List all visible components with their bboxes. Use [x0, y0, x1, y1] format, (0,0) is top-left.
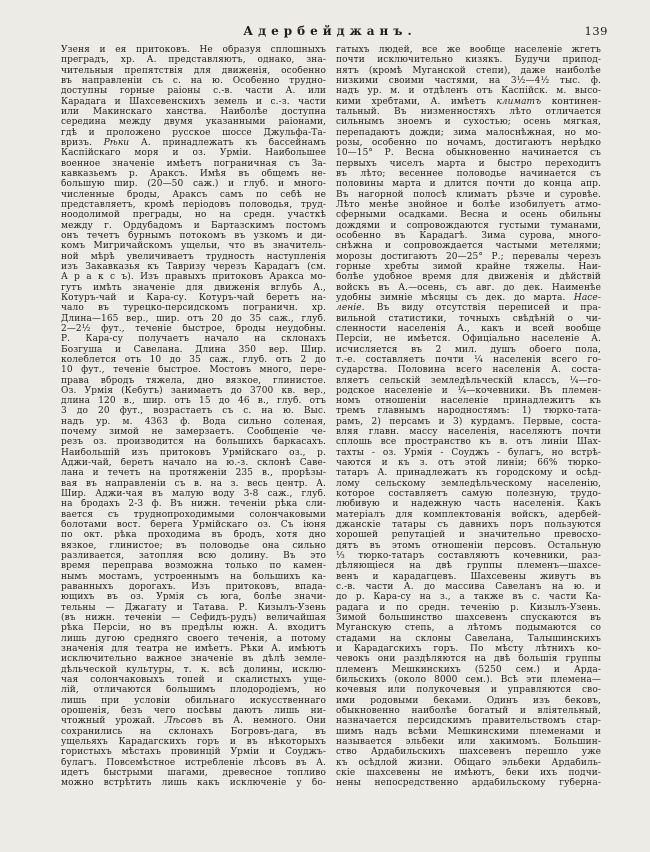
left-text-column: [61, 45, 326, 789]
text-line: Р. Кара-су получаетъ начало на склонахъ: [61, 334, 326, 345]
text-line: сохранились на склонахъ Богровъ-дага, въ: [61, 726, 326, 737]
text-line: назначается персидскимъ правительствомъ стар-: [336, 716, 601, 727]
text-line: Аджи-чай, беретъ начало на ю.-з. склонѣ Саве-: [61, 458, 326, 469]
text-line: номъ отношеніи населеніе принадлежитъ къ: [336, 396, 601, 407]
text-line: чтожный урожай. Лѣсовъ въ А. немного. Они: [61, 716, 326, 727]
text-line: ⅓ тюрко-татаръ составляютъ кочевники, раз-: [336, 551, 601, 562]
text-line: колеблется отъ 10 до 35 саж., глуб. отъ 2 до: [61, 354, 326, 365]
text-line: и Карадагскихъ горъ. По мѣсту лѣтнихъ ко-: [336, 644, 601, 655]
text-line: булагъ. Повсемѣстное истребленіе лѣсовъ въ А.: [61, 757, 326, 768]
text-line: дятъ въ этомъ отношеніи персовъ. Остальную: [336, 540, 601, 551]
text-line: вильной статистики, точныхъ свѣдѣній о чи-: [336, 313, 601, 324]
text-line: джанскіе татары съ давнихъ поръ пользуются: [336, 520, 601, 531]
text-line: резъ оз. производится на большихъ баркасахъ.: [61, 437, 326, 448]
text-line: дождями и сопровождаются густыми туманами,: [336, 220, 601, 231]
text-line: Бозгуша и Савелана. Длина 350 вер. Шир.: [61, 344, 326, 355]
text-line: сленности населенія А., какъ и всей вообще: [336, 323, 601, 334]
page-number: 139: [584, 24, 608, 38]
text-line: середина между двумя указанными раіонами,: [61, 117, 326, 128]
text-line: стадами на склоны Савелана, Талышинскихъ: [336, 633, 601, 644]
text-line: снѣжна и сопровождается частыми метелями;: [336, 241, 601, 252]
text-line: лишь при условіи обильнаго искусственнаго: [61, 695, 326, 706]
text-line: чевокъ они раздѣляются на двѣ большія группы: [336, 654, 601, 665]
text-line: между г. Ордубадомъ и Бартазскимъ постомъ: [61, 220, 326, 231]
text-line: время переправа возможна только по камен-: [61, 561, 326, 572]
text-line: нятъ (кромѣ Муганской степи), даже наиболѣе: [336, 65, 601, 76]
text-line: перепадаютъ дожди; зима малоснѣжная, но мо-: [336, 127, 601, 138]
text-line: А р а к с ъ). Изъ правыхъ притоковъ Аракса мо-: [61, 272, 326, 283]
text-line: гутъ имѣть значеніе для движенія вглубь А.,: [61, 282, 326, 293]
text-line: бильскихъ (около 8000 сем.). Всѣ эти племена—: [336, 675, 601, 686]
text-line: Персіи, не имѣется. Офиціально населеніе А.: [336, 334, 601, 345]
text-line: представляетъ, кромѣ періодовъ половодья, труд-: [61, 199, 326, 210]
text-line: ство Ардабильскихъ шахсевенъ перешло уже: [336, 747, 601, 758]
text-line: морозы достигаютъ 20—25° Р.; перевалы черезъ: [336, 251, 601, 262]
text-line: лишь дугою средняго своего теченія, а потому: [61, 633, 326, 644]
text-line: надъ ур. м. 4363 ф. Вода сильно соленая,: [61, 416, 326, 427]
text-line: лому сельскому земледѣльческому населенію,: [336, 478, 601, 489]
text-line: Карадага и Шахсевенскихъ земель и с.-з. части: [61, 96, 326, 107]
text-line: обыкновенно наиболѣе богатый и вліятельный,: [336, 706, 601, 716]
text-line: раванныхъ дорогахъ. Изъ притоковъ, впада-: [61, 582, 326, 593]
text-line: Котуръ-чай и Кара-су. Котуръ-чай беретъ на-: [61, 292, 326, 303]
text-line: радага и по средн. теченію р. Кизылъ-Узень.: [336, 602, 601, 613]
text-line: или Макинскаго ханства. Наиболѣе доступна: [61, 106, 326, 117]
text-line: лана и течетъ на протяженіи 235 в., прорѣзы-: [61, 468, 326, 479]
text-line: Наибольшій изъ притоковъ Урмійскаго оз., р.: [61, 447, 326, 458]
text-line: почти исключительно кизякъ. Будучи припод-: [336, 55, 601, 66]
text-line: гатыхъ людей, все же вообще населеніе жгетъ: [336, 45, 601, 55]
text-line: гористыхъ мѣстахъ провинцій Урміи и Соуджъ-: [61, 747, 326, 758]
text-line: рѣка Персіи, но въ предѣлы южн. А. входитъ: [61, 623, 326, 634]
text-line: гдѣ и проложено русское шоссе Джульфа-Та-: [61, 127, 326, 138]
text-line: въ направленіи съ с. на ю. Особенно трудно-: [61, 75, 326, 86]
text-line: чаются и къ з. отъ этой линіи; 66% тюрко-: [336, 458, 601, 469]
text-line: Муганскую степь, а лѣтомъ подымаются со: [336, 623, 601, 634]
text-line: Шир. Аджи-чая въ малую воду 3-8 саж., глуб.: [61, 489, 326, 500]
text-line: можно встрѣтить лишь какъ исключеніе у бо-: [61, 778, 326, 789]
text-line: с.-в. части А. до массива Савеланъ на ю. и: [336, 582, 601, 593]
text-line: исчисляется въ 2 мил. душъ обоего пола,: [336, 344, 601, 355]
text-line: нены непосредственно ардабильскому губерна-: [336, 778, 601, 789]
text-line: половины марта и длится почти до конца апр.: [336, 179, 601, 190]
text-line: татаръ А. принадлежатъ къ городскому и осѣд-: [336, 468, 601, 479]
text-line: права вбродъ тяжела, дно вязкое, глинистое.: [61, 375, 326, 386]
text-line: до р. Кара-су на з., а также въ с. части Ка-: [336, 592, 601, 603]
text-line: венъ и карадагцевъ. Шахсевены живутъ въ: [336, 571, 601, 582]
text-line: вается съ труднопроходимыми солончаковыми: [61, 509, 326, 520]
text-line: тахты - оз. Урмія - Соуджъ - булагъ, но встрѣ-: [336, 447, 601, 458]
text-line: ноодолимой преграды, но на средн. участкѣ: [61, 210, 326, 221]
text-line: называется эльбеки или хакимомъ. Большин-: [336, 736, 601, 747]
text-line: войскъ въ А.—осень, съ авг. до дек. Наименѣе: [336, 282, 601, 293]
text-line: вая въ направленіи съ в. на з. весь центр. А.: [61, 478, 326, 489]
text-line: хорошей репутаціей и значительно превосхо-: [336, 530, 601, 541]
text-line: родское населеніе и ¼—кочевники. Въ племен-: [336, 385, 601, 396]
text-line: Зимой большинство шахсевенъ спускаются въ: [336, 613, 601, 624]
text-line: длина 120 в., шир. отъ 15 до 46 в., глуб. отъ: [61, 396, 326, 407]
text-line: чая солончаковыхъ топей и скалистыхъ уще-: [61, 675, 326, 686]
text-line: удобны зимніе мѣсяцы съ дек. до марта. Насе-: [336, 292, 601, 303]
text-line: горные хребты зимой крайне тяжелы. Наи-: [336, 261, 601, 272]
text-line: дѣльческой культуры, т. к. всѣ долины, исклю-: [61, 664, 326, 675]
text-line: сильнымъ зноемъ и сухостью; осень мягкая,: [336, 117, 601, 128]
running-head: [60, 24, 608, 40]
text-line: Длина—165 вер., шир. отъ 20 до 35 саж., глуб.: [61, 313, 326, 324]
text-line: чительныя препятствія для движенія, особенно: [61, 65, 326, 76]
text-line: 10—15° Р. Весна обыкновенно начинается съ: [336, 148, 601, 159]
text-line: ущельяхъ Карадагскихъ горъ и въ нѣкоторыхъ: [61, 736, 326, 747]
text-line: 3 до 20 фут., возрастаетъ съ с. на ю. Выс.: [61, 406, 326, 417]
text-line: рамъ, 2) персамъ и 3) курдамъ. Первые, соста-: [336, 416, 601, 427]
text-line: большую шир. (20—50 саж.) и глуб. и много-: [61, 179, 326, 190]
text-line: ими родовыми беками. Одинъ изъ бековъ,: [336, 695, 601, 706]
text-line: комъ Мигричайскомъ ущельи, что въ значитель-: [61, 241, 326, 252]
text-line: ющихъ въ оз. Урмія съ юга, болѣе значи-: [61, 592, 326, 603]
text-line: болотами вост. берега Урмійскаго оз. Съ іюня: [61, 520, 326, 531]
text-line: скіе шахсевены не имѣютъ, беки ихъ подчи-: [336, 767, 601, 778]
text-line: кочевыя или полукочевыя и управляются сво-: [336, 685, 601, 696]
text-line: любивую и надежную часть населенія. Какъ: [336, 499, 601, 510]
text-line: численные броды, Араксъ самъ по себѣ не: [61, 189, 326, 200]
text-line: тельны — Джагату и Татава. Р. Кизылъ-Узень: [61, 602, 326, 613]
text-line: племенъ Мешкинскихъ (5250 сем.) и Арда-: [336, 664, 601, 675]
text-line: матеріалъ для комплектованія войскъ, адербей-: [336, 509, 601, 520]
text-line: вляетъ сельскій земледѣльческій классъ, ¼—го-: [336, 375, 601, 386]
text-line: лій, отличаются большимъ плодородіемъ, но: [61, 685, 326, 696]
text-line: Лѣто менѣе знойное и болѣе изобилуетъ атмо-: [336, 199, 601, 210]
text-line: чало въ турецко-персидскомъ пограничн. хр.: [61, 303, 326, 314]
text-line: исключительно важное значеніе въ дѣлѣ земле-: [61, 654, 326, 665]
right-text-column: [336, 45, 601, 789]
text-line: болѣе удобное время для движенія и дѣйствій: [336, 272, 601, 283]
text-line: изъ Закавказья къ Тавризу черезъ Карадагъ (см.: [61, 261, 326, 272]
text-line: вязкое, глинистое; въ половодье она сильно: [61, 540, 326, 551]
text-line: сплошь все пространство къ в. отъ линіи Шах-: [336, 437, 601, 448]
text-line: вризъ. Рѣки А. принадлежатъ къ бассейнамъ: [61, 137, 326, 148]
text-line: доступны горные раіоны с.-в. части А. или: [61, 86, 326, 97]
text-line: 10 фут., теченіе быстрое. Мостовъ много, пере-: [61, 365, 326, 376]
text-line: преградъ, хр. А. представляютъ, однако, зна-: [61, 55, 326, 66]
text-line: Узеня и ея притоковъ. Не образуя сплошныхъ: [61, 45, 326, 55]
text-line: онъ течетъ бурнымъ потокомъ въ узкомъ и ди-: [61, 230, 326, 241]
text-line: (въ нижн. теченіи — Сефидъ-рудъ) величайшая: [61, 613, 326, 624]
text-line: кими хребтами, А. имѣетъ климатъ континен-: [336, 96, 601, 107]
text-line: вляя главн. массу населенія, населяютъ почти: [336, 427, 601, 438]
text-line: Оз. Урмія (Кебутъ) занимаетъ до 3700 кв. вер.,: [61, 385, 326, 396]
text-line: тремъ главнымъ народностямъ: 1) тюрко-тата-: [336, 406, 601, 417]
text-line: дѣляющіеся на двѣ группы племенъ—шахсе-: [336, 561, 601, 572]
text-line: первыхъ чиселъ марта и быстро переходитъ: [336, 158, 601, 169]
text-line: военное значеніе имѣетъ пограничная съ За-: [61, 158, 326, 169]
text-line: розы, особенно по ночамъ, достигаютъ нерѣдко: [336, 137, 601, 148]
text-line: Каспійскаго моря и оз. Урміи. Наибольшее: [61, 148, 326, 159]
text-line: леніе. Въ виду отсутствія переписей и пра-: [336, 303, 601, 314]
text-line: которое составляетъ самую полезную, трудо-: [336, 489, 601, 500]
text-line: въ лѣто; весеннее половодье начинается съ: [336, 168, 601, 179]
text-line: ной мѣрѣ увеличиваетъ трудность наступленія: [61, 251, 326, 262]
text-line: сударства. Половина всего населенія А. соста-: [336, 365, 601, 376]
text-line: кавказьемъ р. Араксъ. Имѣя въ общемъ не-: [61, 168, 326, 179]
text-line: шимъ надъ всѣми Мешкинскими племенами и: [336, 726, 601, 737]
text-line: нымъ мостамъ, устроеннымъ на большихъ ка-: [61, 571, 326, 582]
text-line: на бродахъ 2-3 ф. Въ нижн. теченіи рѣка сли-: [61, 499, 326, 510]
text-line: почему зимой не замерзаетъ. Сообщеніе че-: [61, 427, 326, 438]
text-line: т.-е. составляетъ почти ¼ населенія всего го-: [336, 354, 601, 365]
text-line: Въ нагорной полосѣ климатъ рѣзче и суровѣе.: [336, 189, 601, 200]
text-line: къ осѣдлой жизни. Общаго эльбеки Ардабиль-: [336, 757, 601, 768]
page-header-title: Адербейджанъ.: [243, 24, 417, 38]
text-line: идетъ быстрыми шагами, древесное топливо: [61, 767, 326, 778]
text-line: сферными осадками. Весна и осень обильны: [336, 210, 601, 221]
text-line: особенно въ Карадагѣ. Зима сурова, много-: [336, 230, 601, 241]
text-line: 2—2½ фут., теченіе быстрое, броды неудобны.: [61, 323, 326, 334]
text-line: надъ ур. м. и отдѣленъ отъ Каспійск. м. высо-: [336, 86, 601, 97]
text-line: орошенія, безъ чего посѣвы даютъ лишь ни-: [61, 706, 326, 716]
text-line: значенія для театра не имѣетъ. Рѣки А. имѣютъ: [61, 644, 326, 655]
text-columns: [61, 45, 601, 789]
text-line: тальный. Въ низменностяхъ лѣто отличается: [336, 106, 601, 117]
text-line: разливается, затопляя всю долину. Въ это: [61, 551, 326, 562]
text-line: по окт. рѣка проходима въ бродъ, хотя дно: [61, 530, 326, 541]
text-line: низкими своими частями, на 3½—4½ тыс. ф.: [336, 75, 601, 86]
